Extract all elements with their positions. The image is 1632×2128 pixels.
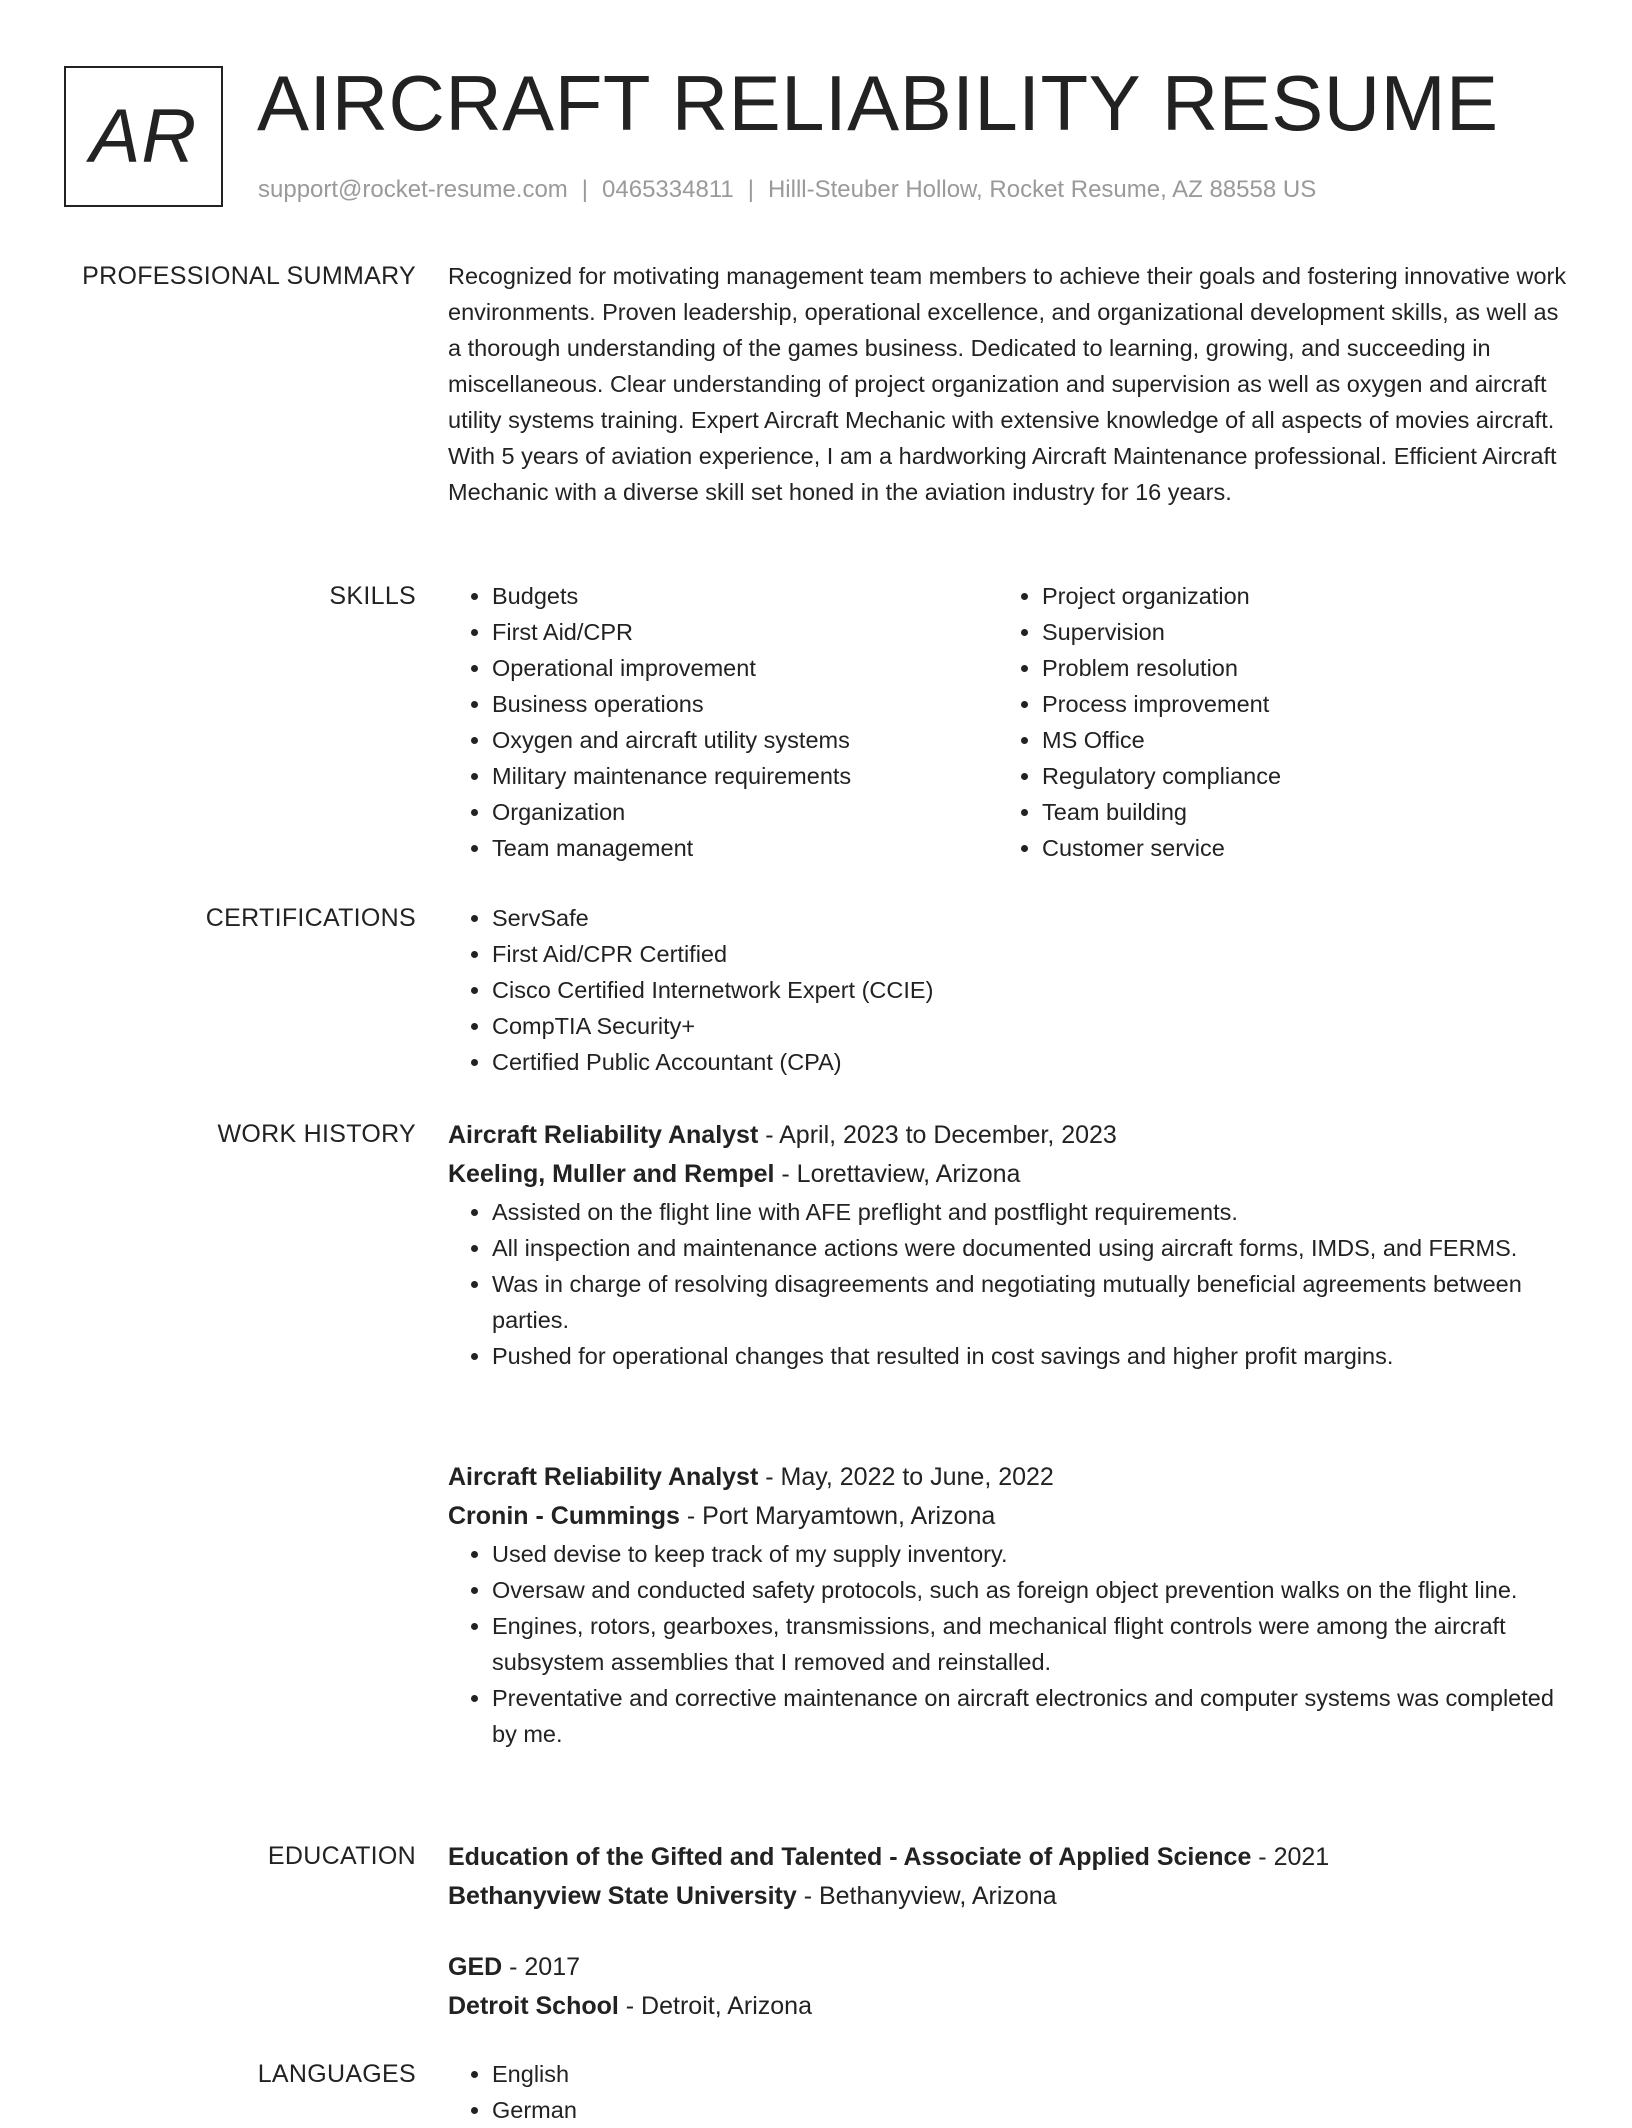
summary-body — [448, 258, 1568, 510]
education-body — [448, 1838, 1568, 1916]
education-school-line — [448, 1987, 1568, 2026]
education-location: - Bethanyview, Arizona — [796, 1882, 1057, 1910]
skill-item: • Supervision — [1042, 614, 1548, 650]
contact-separator: | — [747, 176, 754, 203]
skill-item: • Budgets — [492, 578, 998, 614]
summary-text: Recognized for motivating management team members to achieve their goals and fostering innovative work environments. Proven leadership, operational excellence, and organizational development skills, as well as a thorough understanding of the games business. Dedicated to learning, growing, and succeeding in miscellaneous. Clear understanding of project organization and supervision as well as oxygen and aircraft utility systems training. Expert Aircraft Mechanic with extensive knowledge of all aspects of movies aircraft. With 5 years of aviation experience, I am a hardworking Aircraft Maintenance professional. Efficient Aircraft Mechanic with a diverse skill set honed in the aviation industry for 16 years. — [448, 263, 1567, 505]
job-bullet: • Pushed for operational changes that resulted in cost savings and higher profit margins. — [492, 1338, 1568, 1374]
languages-body — [448, 2056, 1568, 2128]
job-bullet: • Oversaw and conducted safety protocols, such as foreign object prevention walks on the flight line. — [492, 1572, 1568, 1608]
education-degree-line — [448, 1838, 1568, 1877]
education-year: - 2021 — [1251, 1843, 1330, 1871]
job-company-line — [448, 1155, 1568, 1194]
section-title-languages: LANGUAGES — [257, 2060, 416, 2088]
contact-address: Hilll-Steuber Hollow, Rocket Resume, AZ 88558 US — [767, 176, 1317, 203]
education-body-2 — [448, 1948, 1568, 2026]
skill-item: • MS Office — [1042, 722, 1548, 758]
job-bullet: • All inspection and maintenance actions were documented using aircraft forms, IMDS, and FERMS. — [492, 1230, 1568, 1266]
education-degree-line — [448, 1948, 1568, 1987]
education-location: - Detroit, Arizona — [618, 1992, 812, 2020]
job-dates: - April, 2023 to December, 2023 — [758, 1121, 1117, 1149]
job-location: - Port Maryamtown, Arizona — [679, 1502, 996, 1530]
job-bullet: • Assisted on the flight line with AFE preflight and postflight requirements. — [492, 1194, 1568, 1230]
education-entry — [448, 1948, 1568, 2026]
certification-item: • First Aid/CPR Certified — [492, 936, 1568, 972]
job-location: - Lorettaview, Arizona — [774, 1160, 1021, 1188]
section-title-education: EDUCATION — [267, 1842, 416, 1870]
skill-item: • Business operations — [492, 686, 998, 722]
certifications-body — [448, 900, 1568, 1080]
language-item: • German — [492, 2092, 1568, 2128]
work-history-body-2 — [448, 1458, 1568, 1752]
job-role-line — [448, 1458, 1568, 1497]
monogram-initials: AR — [89, 94, 198, 179]
job-role-line — [448, 1116, 1568, 1155]
skill-item: • Organization — [492, 794, 998, 830]
section-title-work-history: WORK HISTORY — [217, 1120, 416, 1148]
education-entry — [448, 1838, 1568, 1916]
skill-item: • Problem resolution — [1042, 650, 1548, 686]
skill-item: • Team building — [1042, 794, 1548, 830]
section-title-summary: PROFESSIONAL SUMMARY — [82, 262, 416, 290]
education-year: - 2017 — [502, 1953, 581, 1981]
resume-title: AIRCRAFT RELIABILITY RESUME — [257, 59, 1499, 147]
education-school: Bethanyview State University — [448, 1882, 797, 1910]
skills-body — [448, 578, 1568, 866]
job-bullet: • Preventative and corrective maintenance on aircraft electronics and computer systems was completed by me. — [492, 1680, 1568, 1752]
skill-item: • Process improvement — [1042, 686, 1548, 722]
contact-email: support@rocket-resume.com — [258, 176, 568, 203]
language-item: • English — [492, 2056, 1568, 2092]
job-entry — [448, 1116, 1568, 1374]
skills-column-right — [998, 578, 1548, 866]
skill-item: • Oxygen and aircraft utility systems — [492, 722, 998, 758]
job-company-line — [448, 1497, 1568, 1536]
education-degree: Education of the Gifted and Talented - Associate of Applied Science — [448, 1843, 1252, 1871]
job-bullet: • Engines, rotors, gearboxes, transmissions, and mechanical flight controls were among the aircraft subsystem assemblies that I removed and reinstalled. — [492, 1608, 1568, 1680]
skill-item: • Project organization — [1042, 578, 1548, 614]
contact-separator: | — [581, 176, 589, 203]
skill-item: • Military maintenance requirements — [492, 758, 998, 794]
certification-item: • Certified Public Accountant (CPA) — [492, 1044, 1568, 1080]
contact-line — [258, 175, 1316, 205]
section-title-certifications: CERTIFICATIONS — [205, 904, 416, 932]
certification-item: • ServSafe — [492, 900, 1568, 936]
skill-item: • Customer service — [1042, 830, 1548, 866]
skills-column-left — [448, 578, 998, 866]
work-history-body — [448, 1116, 1568, 1374]
job-bullet: • Was in charge of resolving disagreements and negotiating mutually beneficial agreements between parties. — [492, 1266, 1568, 1338]
job-entry — [448, 1458, 1568, 1752]
skill-item: • Regulatory compliance — [1042, 758, 1548, 794]
job-role: Aircraft Reliability Analyst — [448, 1463, 759, 1491]
section-title-skills: SKILLS — [329, 582, 416, 610]
skill-item: • Team management — [492, 830, 998, 866]
certification-item: • Cisco Certified Internetwork Expert (CCIE) — [492, 972, 1568, 1008]
contact-phone: 0465334811 — [602, 176, 734, 203]
skill-item: • First Aid/CPR — [492, 614, 998, 650]
job-dates: - May, 2022 to June, 2022 — [758, 1463, 1054, 1491]
job-role: Aircraft Reliability Analyst — [448, 1121, 759, 1149]
certification-item: • CompTIA Security+ — [492, 1008, 1568, 1044]
monogram-box — [64, 66, 223, 207]
education-school-line — [448, 1877, 1568, 1916]
job-company: Cronin - Cummings — [448, 1502, 680, 1530]
skill-item: • Operational improvement — [492, 650, 998, 686]
education-school: Detroit School — [448, 1992, 619, 2020]
education-degree: GED — [448, 1953, 503, 1981]
job-bullet: • Used devise to keep track of my supply inventory. — [492, 1536, 1568, 1572]
job-company: Keeling, Muller and Rempel — [448, 1160, 775, 1188]
